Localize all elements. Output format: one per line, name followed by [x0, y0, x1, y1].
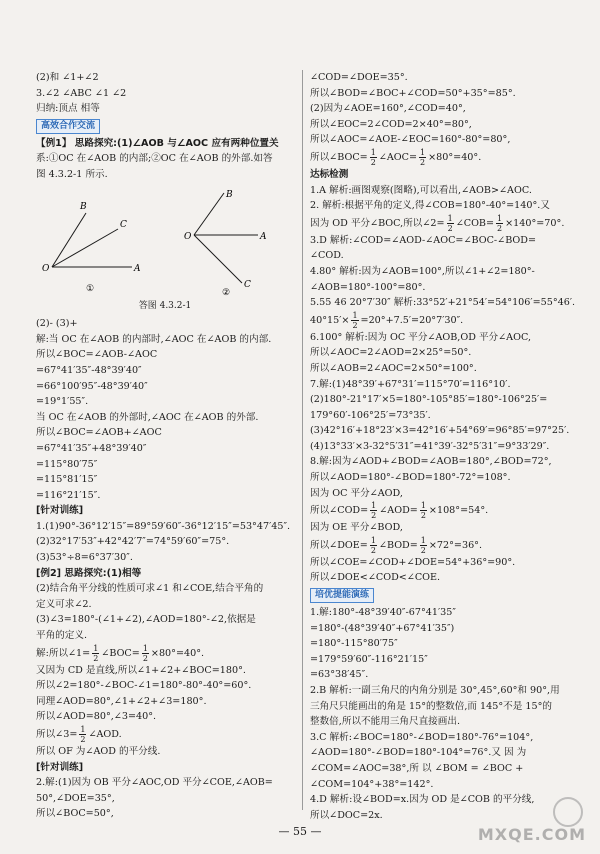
text-line: 179°60′-106°25′=73°35′.	[310, 409, 431, 421]
example-label: 【例1】 思路探究:(1)∠AOB 与∠AOC 应有两种位置关	[36, 137, 279, 149]
point-label-o: O	[42, 263, 50, 274]
fraction-numerator: 1	[447, 213, 453, 223]
point-label-b-2: B	[226, 189, 233, 200]
practice-label: [针对训练]	[36, 761, 84, 773]
section-heading: 高效合作交流	[36, 119, 100, 134]
point-label-c: C	[120, 219, 127, 230]
fraction	[142, 644, 149, 663]
text-line: =180°-(48°39′40″+67°41′35″)	[310, 622, 455, 634]
fraction-denominator: 2	[370, 545, 376, 555]
text-line: 4.D 解析:设∠BOD=x.因为 OD 是∠COB 的平分线,	[310, 794, 535, 806]
text-line: 3.D 解析:∠COD=∠AOD-∠AOC=∠BOC-∠BOD=	[310, 234, 537, 246]
text-line: 所以∠AOC=∠AOE-∠EOC=160°-80°=80°,	[310, 134, 511, 146]
text-line: ∠COD=∠DOE=35°.	[310, 72, 408, 83]
fraction-denominator: 2	[420, 157, 426, 167]
fraction-numerator: 1	[352, 310, 358, 320]
fraction-denominator: 2	[447, 223, 453, 233]
text-fragment: 所以∠DOE=	[310, 539, 368, 551]
fraction-denominator: 2	[352, 320, 358, 330]
fraction-numerator: 1	[420, 535, 426, 545]
text-line: 2. 解析:根据平角的定义,得∠COB=180°-40°=140°.又	[310, 200, 550, 212]
text-line: 系:①OC 在∠AOB 的内部;②OC 在∠AOB 的外部.如答	[36, 153, 273, 165]
fraction-denominator: 2	[142, 653, 148, 663]
ray-ob-2	[194, 193, 224, 235]
text-line: 2.解:(1)因为 OB 平分∠AOC,OD 平分∠COE,∠AOB=	[36, 777, 273, 789]
text-line: 所以∠DOE<∠COD<∠COE.	[310, 572, 441, 584]
text-line: 50°,∠DOE=35°,	[36, 792, 115, 804]
page-number: — 55 —	[278, 825, 322, 838]
text-line: (4)13°33′×3-32°5′31″=41°39′-32°5′31″=9°33′29″.	[310, 440, 550, 452]
text-line: =66°100′95″-48°39′40″	[36, 380, 148, 392]
section-heading: 培优提能演练	[310, 588, 374, 603]
text-line: =115°80′75″	[36, 458, 98, 470]
fraction-denominator: 2	[80, 735, 86, 744]
fraction-numerator: 1	[370, 535, 376, 545]
text-line: 所以∠2=180°-∠BOC-∠1=180°-80°-40°=60°.	[36, 680, 252, 692]
text-line: (3)53°÷8=6°37′30″.	[36, 552, 133, 564]
text-line: 当 OC 在∠AOB 的外部时,∠AOC 在∠AOB 的外部.	[36, 411, 259, 423]
column-divider	[302, 70, 303, 810]
fraction-denominator: 2	[497, 223, 503, 233]
fraction	[370, 501, 377, 520]
text-line: 4.80° 解析:因为∠AOB=100°,所以∠1+∠2=180°-	[310, 265, 535, 277]
text-line	[36, 136, 294, 152]
fraction-numerator: 1	[93, 643, 99, 653]
text-line: 6.100° 解析:因为 OC 平分∠AOB,OD 平分∠AOC,	[310, 331, 532, 343]
text-line: 所以∠BOC=∠AOB+∠AOC	[36, 427, 162, 439]
text-fragment: =20°+7.5′=20°7′30″.	[360, 314, 464, 326]
text-line: 5.55 46 20°7′30″ 解析:33°52′+21°54′=54°106′=55°46′.	[310, 297, 576, 309]
text-line: 因为 OC 平分∠AOD,	[310, 487, 403, 499]
figure-marker-1: ①	[86, 283, 95, 294]
figure-marker-2: ②	[222, 287, 231, 297]
example-label: [例2] 思路探究:(1)相等	[36, 567, 142, 579]
text-line: (2)32°17′53″+42°42′7″=74°59′60″=75°.	[36, 536, 230, 548]
text-line: 3.∠2 ∠ABC ∠1 ∠2	[36, 87, 127, 99]
text-line: =115°81′15″	[36, 474, 98, 486]
text-line: (2)- (3)+	[36, 318, 78, 330]
text-line: =19°1′55″.	[36, 396, 89, 408]
text-line: ∠AOD=180°-∠BOD=180°-104°=76°.又 因 为	[310, 747, 527, 759]
text-line: 2.B 解析:一副三角尺的内角分别是 30°,45°,60°和 90°,用	[310, 685, 560, 696]
fraction	[79, 725, 86, 744]
fraction	[420, 536, 427, 555]
text-line: =116°21′15″.	[36, 489, 101, 501]
text-line: 1.解:180°-48°39′40″-67°41′35″	[310, 607, 456, 619]
watermark-text: MXQE.COM	[477, 825, 586, 844]
section-heading-plain: 达标检测	[310, 168, 349, 180]
text-line: 所以∠AOC=2∠AOD=2×25°=50°.	[310, 347, 472, 359]
point-label-a: A	[134, 263, 141, 274]
text-fragment: ×80°=40°.	[150, 647, 205, 659]
fraction	[419, 148, 426, 167]
text-line: 1.(1)90°-36°12′15″=89°59′60″-36°12′15″=53°47′45″.	[36, 520, 291, 532]
text-line: 因为 OE 平分∠BOD,	[310, 522, 403, 534]
text-line: 解:当 OC 在∠AOB 的内部时,∠AOC 在∠AOB 的内部.	[36, 333, 272, 345]
right-column	[310, 70, 576, 823]
fraction-numerator: 1	[420, 501, 426, 511]
fraction	[370, 536, 377, 555]
fraction-denominator: 2	[420, 511, 426, 521]
text-line: 所以∠DOC=2x.	[310, 809, 383, 821]
fraction-denominator: 2	[420, 545, 426, 555]
text-line	[310, 536, 572, 555]
text-line: =179°59′60″-116°21′15″	[310, 653, 428, 665]
text-line: ∠COM=∠AOC=38°,所 以 ∠BOM = ∠BOC +	[310, 762, 524, 774]
fraction-denominator: 2	[93, 653, 99, 663]
point-label-a-2: A	[260, 231, 267, 242]
text-fragment: 所以∠COD=	[310, 505, 369, 517]
fraction-numerator: 1	[142, 643, 148, 653]
ray-ob	[52, 213, 86, 267]
ray-oc-2	[194, 235, 242, 283]
text-line: (2)和 ∠1+∠2	[36, 72, 99, 83]
text-fragment: ×140°=70°.	[505, 217, 565, 229]
fraction	[370, 148, 377, 167]
point-label-o-2: O	[184, 231, 192, 242]
text-fragment: 所以∠BOC=	[310, 151, 368, 163]
fraction-numerator: 1	[370, 147, 376, 157]
text-line: 所以∠EOC=2∠COD=2×40°=80°,	[310, 118, 472, 130]
text-line: ∠AOB=180°-100°=80°.	[310, 281, 426, 293]
text-line: 三角尺只能画出的角是 15°的整数倍,而 145°不是 15°的	[310, 700, 553, 712]
text-line	[36, 644, 294, 663]
fraction	[92, 644, 99, 663]
text-line: =180°-115°80′75″	[310, 638, 398, 650]
text-line: 所以∠BOC=50°,	[36, 808, 114, 820]
text-line: 所以 OF 为∠AOD 的平分线.	[36, 746, 161, 757]
text-fragment: ∠AOD=	[379, 505, 418, 517]
fraction	[447, 214, 454, 233]
text-fragment: 因为 OD 平分∠BOC,所以∠2=	[310, 217, 445, 229]
fraction-numerator: 1	[420, 147, 426, 157]
text-line: (2)180°-21°17′×5=180°-105°85′=180°-106°25′=	[310, 394, 548, 406]
text-line: 定义可求∠2.	[36, 598, 92, 610]
watermark-ring-icon	[554, 798, 582, 826]
text-line: ∠COD.	[310, 250, 344, 262]
text-fragment: ×108°=54°.	[428, 505, 489, 517]
text-fragment: ×80°=40°.	[428, 151, 482, 163]
text-line: 所以∠AOD=80°,∠3=40°.	[36, 711, 157, 723]
text-fragment: 解:所以∠1=	[36, 647, 91, 659]
fraction	[420, 501, 427, 520]
point-label-b: B	[80, 201, 87, 212]
text-fragment: ∠AOC=	[378, 151, 418, 163]
text-line: (2)因为∠AOE=160°,∠COD=40°,	[310, 103, 466, 115]
text-line: 所以∠AOD=180°-∠BOD=180°-72°=108°.	[310, 472, 511, 484]
text-line: 平角的定义.	[36, 630, 88, 642]
text-line: 又因为 CD 是直线,所以∠1+∠2+∠BOC=180°.	[36, 664, 246, 676]
point-label-c-2: C	[244, 279, 251, 290]
text-line: =67°41′35″+48°39′40″	[36, 442, 147, 454]
text-line: =63°38′45″.	[310, 669, 369, 681]
text-line: 整数倍,所以不能用三角尺直接画出.	[310, 716, 461, 728]
angle-diagram	[36, 187, 276, 297]
text-fragment: 40°15′×	[310, 314, 350, 326]
text-line: 图 4.3.2-1 所示.	[36, 168, 108, 180]
fraction-denominator: 2	[370, 157, 376, 167]
text-line: 3.C 解析:∠BOC=180°-∠BOD=180°-76°=104°,	[310, 731, 534, 743]
text-line: =67°41′35″-48°39′40″	[36, 364, 142, 376]
text-line: 所以∠COE=∠COD+∠DOE=54°+36°=90°.	[310, 556, 516, 568]
fraction-numerator: 1	[80, 725, 86, 734]
text-fragment: 所以∠3=	[36, 729, 78, 740]
text-line	[310, 501, 572, 520]
text-line	[310, 214, 572, 233]
fraction-denominator: 2	[371, 511, 377, 521]
ray-oc	[52, 229, 118, 267]
text-line: 7.解:(1)48°39′+67°31′=115°70′=116°10′.	[310, 378, 511, 390]
text-fragment: ∠BOC=	[101, 647, 140, 659]
text-line: ∠COM=104°+38°=142°.	[310, 778, 434, 790]
fraction	[496, 214, 503, 233]
fraction-numerator: 1	[371, 501, 377, 511]
text-line	[36, 725, 294, 744]
text-line: 8.解:因为∠AOD+∠BOD=∠AOB=180°,∠BOD=72°,	[310, 456, 552, 468]
angle-figure	[36, 187, 276, 297]
text-line: 所以∠BOC=∠AOB-∠AOC	[36, 349, 158, 361]
text-line	[310, 311, 572, 330]
text-fragment: ∠AOD.	[88, 729, 122, 740]
practice-label: [针对训练]	[36, 505, 84, 517]
text-fragment: ×72°=36°.	[428, 539, 483, 551]
fraction-numerator: 1	[497, 213, 503, 223]
left-column	[36, 70, 294, 822]
text-fragment: ∠BOD=	[378, 539, 418, 551]
text-line: (3)∠3=180°-(∠1+∠2),∠AOD=180°-∠2,依据是	[36, 614, 256, 626]
text-line: 归纳:顶点 相等	[36, 103, 100, 115]
text-line: (3)42°16′+18°23′×3=42°16′+54°69′=96°85′=97°25′.	[310, 425, 570, 437]
text-line: 所以∠AOB=2∠AOC=2×50°=100°.	[310, 362, 477, 374]
figure-caption: 答图 4.3.2-1	[138, 300, 192, 311]
text-line: 1.A 解析:画图观察(图略),可以看出,∠AOB>∠AOC.	[310, 184, 532, 196]
fraction	[351, 311, 358, 330]
text-fragment: ∠COB=	[455, 217, 495, 229]
text-line: (2)结合角平分线的性质可求∠1 和∠COE,结合平角的	[36, 583, 264, 595]
text-line: 同理∠AOD=80°,∠1+∠2+∠3=180°.	[36, 695, 207, 707]
text-line	[310, 148, 572, 167]
text-line: 所以∠BOD=∠BOC+∠COD=50°+35°=85°.	[310, 87, 516, 99]
